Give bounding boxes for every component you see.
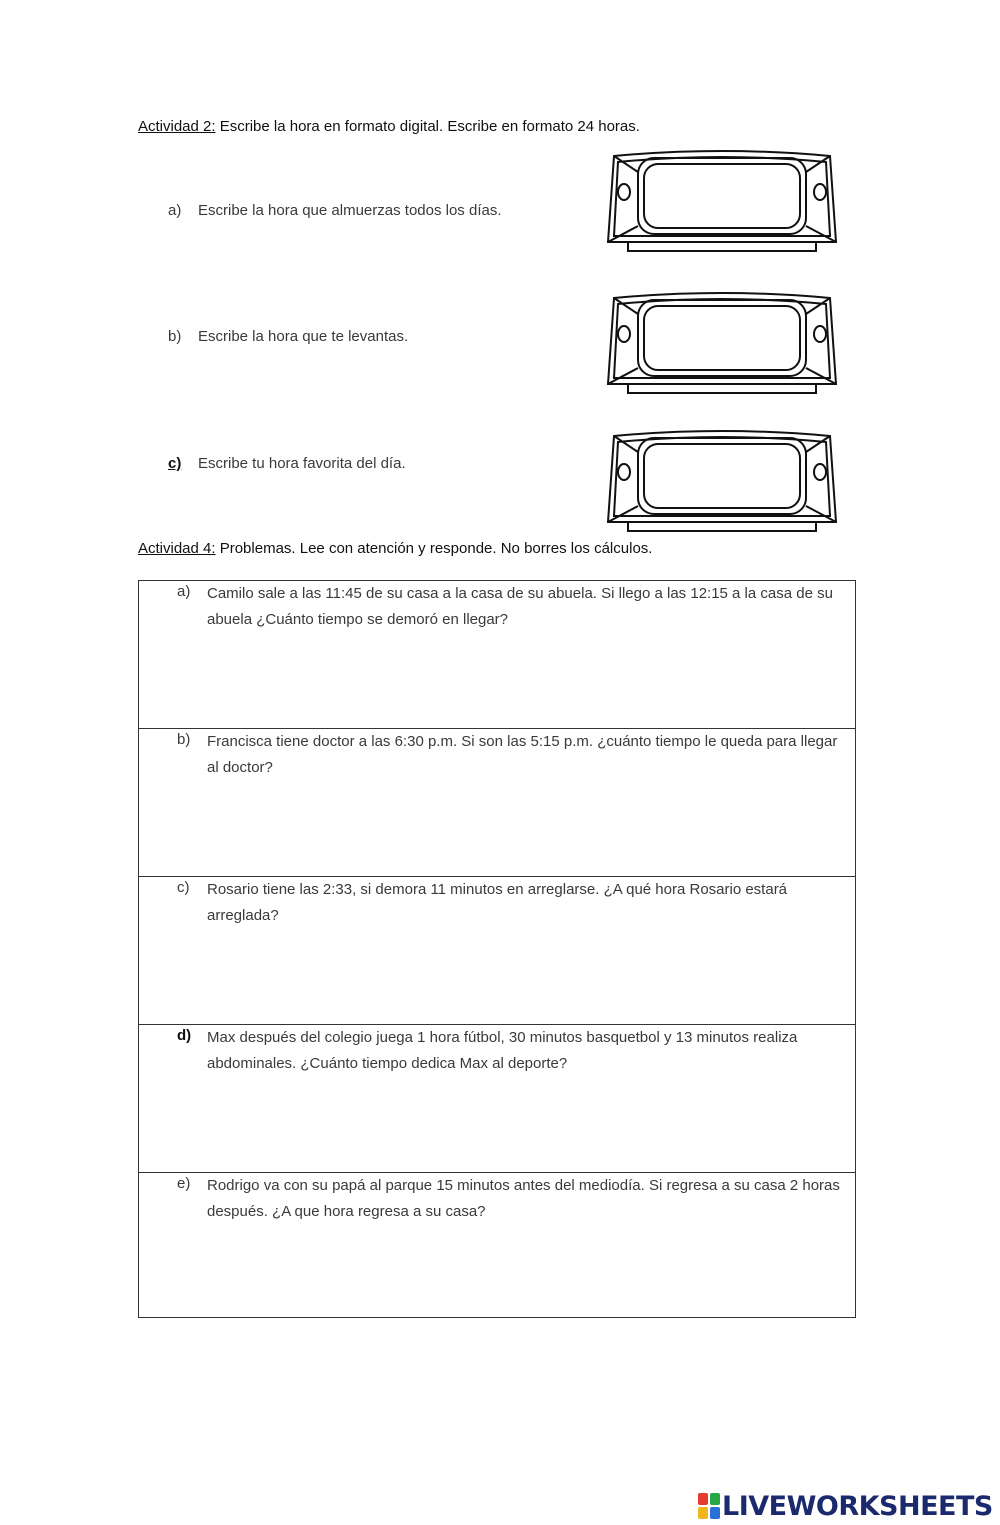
problem-row-a[interactable] bbox=[139, 581, 855, 729]
activity-4-heading bbox=[138, 540, 652, 557]
item-marker: c) bbox=[168, 455, 182, 472]
problem-marker: b) bbox=[177, 731, 191, 748]
problem-marker: a) bbox=[177, 583, 191, 600]
problem-text: Max después del colegio juega 1 hora fútbol, 30 minutos basquetbol y 13 minutos realiza abdominales. ¿Cuánto tiempo dedica Max al deporte? bbox=[207, 1029, 798, 1072]
logo-text: LIVEWORKSHEETS bbox=[722, 1490, 993, 1522]
activity-4-label: Actividad 4: bbox=[138, 540, 216, 557]
problem-text: Francisca tiene doctor a las 6:30 p.m. Si son las 5:15 p.m. ¿cuánto tiempo le queda para llegar al doctor? bbox=[207, 733, 838, 776]
problem-text: Camilo sale a las 11:45 de su casa a la casa de su abuela. Si llego a las 12:15 a la casa de su abuela ¿Cuánto tiempo se demoró en llegar? bbox=[207, 585, 833, 628]
problem-row-e[interactable] bbox=[139, 1173, 855, 1321]
problem-marker: e) bbox=[177, 1175, 191, 1192]
problem-row-d[interactable] bbox=[139, 1025, 855, 1173]
activity-4-instructions: Problemas. Lee con atención y responde. No borres los cálculos. bbox=[215, 540, 653, 557]
problem-marker: c) bbox=[177, 879, 190, 896]
activity-2-item-b bbox=[168, 328, 408, 345]
problem-text: Rosario tiene las 2:33, si demora 11 minutos en arreglarse. ¿A qué hora Rosario estará arreglada? bbox=[207, 881, 788, 924]
digital-clock-answer-box-c[interactable] bbox=[604, 428, 840, 534]
item-marker: a) bbox=[168, 202, 182, 219]
problem-marker: d) bbox=[177, 1027, 192, 1044]
problem-row-c[interactable] bbox=[139, 877, 855, 1025]
liveworksheets-logo bbox=[698, 1491, 993, 1521]
digital-clock-answer-box-a[interactable] bbox=[604, 148, 840, 254]
logo-mark-icon bbox=[698, 1493, 720, 1519]
item-text: Escribe la hora que almuerzas todos los días. bbox=[198, 202, 502, 219]
activity-2-heading bbox=[138, 118, 640, 135]
activity-2-item-c bbox=[168, 455, 406, 472]
digital-clock-answer-box-b[interactable] bbox=[604, 290, 840, 396]
item-text: Escribe la hora que te levantas. bbox=[198, 328, 409, 345]
problems-table bbox=[138, 580, 856, 1318]
problem-text: Rodrigo va con su papá al parque 15 minutos antes del mediodía. Si regresa a su casa 2 horas después. ¿A que hora regresa a su casa? bbox=[207, 1177, 840, 1220]
item-marker: b) bbox=[168, 328, 182, 345]
problem-row-b[interactable] bbox=[139, 729, 855, 877]
item-text: Escribe tu hora favorita del día. bbox=[198, 455, 406, 472]
activity-2-item-a bbox=[168, 202, 502, 219]
activity-2-instructions: Escribe la hora en formato digital. Escribe en formato 24 horas. bbox=[215, 118, 640, 135]
activity-2-label: Actividad 2: bbox=[138, 118, 216, 135]
